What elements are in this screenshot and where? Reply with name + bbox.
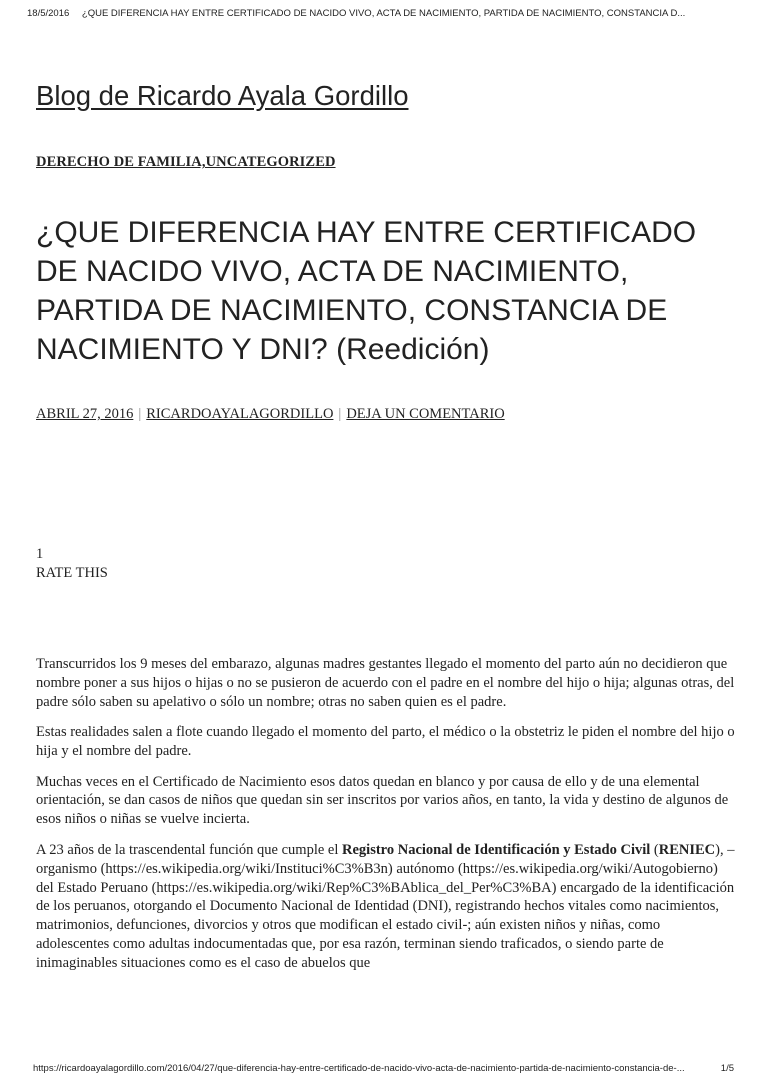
print-footer — [33, 1063, 734, 1074]
print-url: https://ricardoayalagordillo.com/2016/04/27/que-diferencia-hay-entre-certificado-de-nacido-vivo-acta-de-nacimiento-partida-de-nacimiento-constancia-de-... — [33, 1063, 685, 1074]
paragraph-1: Transcurridos los 9 meses del embarazo, algunas madres gestantes llegado el momento del parto aún no decidieron que nombre poner a sus hijos o hijas o no se pusieron de acuerdo con el padre en el nombre del hijo o hija; algunas otras, del padre sólo saben su apelativo o sólo un nombre; otras no saben quien es el padre. — [36, 656, 735, 710]
rating-count: 1 — [36, 546, 44, 562]
print-date: 18/5/2016 — [27, 8, 70, 19]
rating-widget[interactable] — [36, 545, 108, 582]
blog-title-link[interactable]: Blog de Ricardo Ayala Gordillo — [36, 80, 409, 111]
post-meta — [36, 406, 505, 423]
paragraph-4 — [36, 841, 736, 973]
post-date-link[interactable]: ABRIL 27, 2016 — [36, 406, 134, 422]
category-link[interactable]: DERECHO DE FAMILIA,UNCATEGORIZED — [36, 154, 336, 170]
rate-this-label[interactable]: RATE THIS — [36, 564, 108, 581]
reniec-full-name: Registro Nacional de Identificación y Estado Civil — [342, 841, 651, 858]
page-number: 1/5 — [720, 1063, 734, 1074]
print-page-title: ¿QUE DIFERENCIA HAY ENTRE CERTIFICADO DE NACIDO VIVO, ACTA DE NACIMIENTO, PARTIDA DE NACIMIENTO, CONSTANCIA D... — [81, 8, 686, 19]
leave-comment-link[interactable]: DEJA UN COMENTARIO — [346, 406, 505, 422]
paragraph-4-text: ( — [650, 841, 659, 858]
post-title: ¿QUE DIFERENCIA HAY ENTRE CERTIFICADO DE NACIDO VIVO, ACTA DE NACIMIENTO, PARTIDA DE NACIMIENTO, CONSTANCIA DE NACIMIENTO Y DNI? (Reedición) — [36, 216, 697, 366]
paragraph-4-text: ), –organismo (https://es.wikipedia.org/wiki/Instituci%C3%B3n) autónomo (https://es.wikipedia.org/wiki/Autogobierno) del Estado Peruano (https://es.wikipedia.org/wiki/Rep%C3%BAblica_del_Per%C3%BA) encargado de la identificación de los peruanos, otorgando el Documento Nacional de Identidad (DNI), registrando hechos vitales como nacimientos, matrimonios, defunciones, divorcios y otros que modifican el estado civil-; aún existen niños y niñas, como adolescentes como adultas indocumentadas que, por esa razón, terminan siendo traficados, o siendo parte de inimaginables situaciones como es el caso de abuelos que — [36, 841, 735, 972]
paragraph-4-text: A 23 años de la trascendental función que cumple el — [36, 841, 343, 858]
print-header — [27, 8, 747, 19]
paragraph-2: Estas realidades salen a flote cuando llegado el momento del parto, el médico o la obstetriz le piden el nombre del hijo o hija y el nombre del padre. — [36, 724, 735, 760]
reniec-acronym: RENIEC — [658, 841, 716, 858]
author-link[interactable]: RICARDOAYALAGORDILLO — [146, 406, 334, 422]
meta-separator: | — [338, 406, 342, 422]
meta-separator: | — [138, 406, 142, 422]
post-content — [36, 655, 736, 985]
paragraph-3: Muchas veces en el Certificado de Nacimiento esos datos quedan en blanco y por causa de ello y de una elemental orientación, se dan casos de niños que quedan sin ser inscritos por varios años, en tanto, la vida y destino de algunos de esos niños o niñas se vuelve incierta. — [36, 773, 729, 828]
